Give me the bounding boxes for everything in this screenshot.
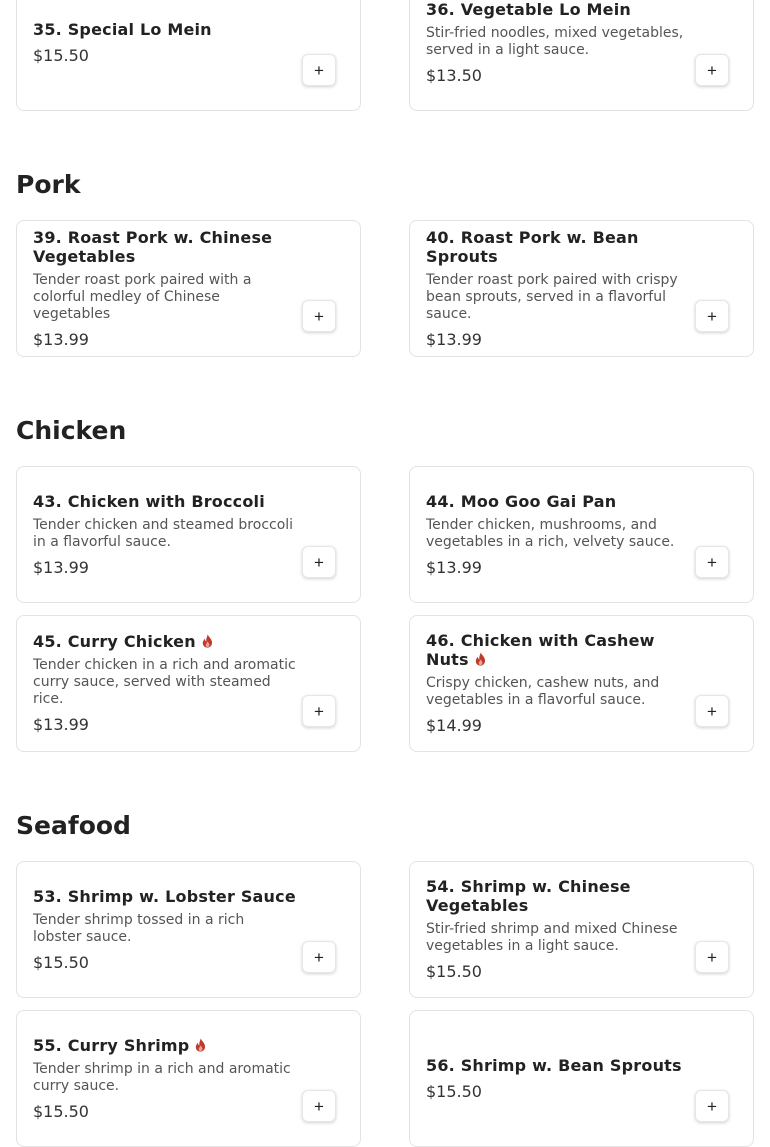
flame-icon bbox=[475, 652, 486, 666]
menu-item-description: Tender roast pork paired with a colorful medley of Chinese vegetables bbox=[33, 271, 252, 322]
menu-item-title: 54. Shrimp w. Chinese Vegetables bbox=[426, 877, 631, 915]
menu-item-description: Stir-fried noodles, mixed vegetables, served in a light sauce. bbox=[426, 24, 684, 58]
add-to-cart-button[interactable]: + bbox=[302, 546, 336, 578]
add-to-cart-button[interactable]: + bbox=[302, 54, 336, 86]
menu-item-title bbox=[33, 632, 296, 651]
menu-item-price: $13.50 bbox=[426, 65, 482, 85]
add-to-cart-button[interactable]: + bbox=[302, 300, 336, 332]
menu-item-price: $15.50 bbox=[426, 962, 482, 981]
menu-item-card[interactable] bbox=[16, 615, 361, 752]
menu-item-price: $13.99 bbox=[33, 329, 89, 349]
menu-item-title-text: 46. Chicken with Cashew Nuts bbox=[426, 631, 655, 669]
section-heading-pork: Pork bbox=[16, 170, 81, 199]
flame-icon bbox=[202, 634, 213, 648]
add-to-cart-button[interactable]: + bbox=[302, 1090, 336, 1122]
menu-item-card[interactable] bbox=[16, 220, 361, 357]
menu-item-description: Tender roast pork paired with crispy bean sprouts, served in a flavorful sauce. bbox=[426, 271, 678, 322]
menu-item-card[interactable] bbox=[16, 466, 361, 603]
menu-item-price: $15.50 bbox=[33, 952, 89, 972]
menu-item-card[interactable] bbox=[409, 0, 754, 111]
add-to-cart-button[interactable]: + bbox=[695, 54, 729, 86]
add-to-cart-button[interactable]: + bbox=[302, 695, 336, 727]
menu-item-description: Tender chicken, mushrooms, and vegetables in a rich, velvety sauce. bbox=[426, 516, 675, 550]
menu-item-title: 35. Special Lo Mein bbox=[33, 19, 212, 39]
menu-item-price: $14.99 bbox=[426, 716, 482, 735]
menu-item-title: 39. Roast Pork w. Chinese Vegetables bbox=[33, 227, 273, 266]
menu-item-title bbox=[426, 631, 689, 669]
menu-item-description: Tender chicken and steamed broccoli in a flavorful sauce. bbox=[33, 516, 294, 550]
menu-item-card[interactable] bbox=[16, 861, 361, 998]
section-heading-seafood: Seafood bbox=[16, 811, 131, 840]
menu-item-card[interactable] bbox=[409, 1010, 754, 1147]
menu-item-title: 44. Moo Goo Gai Pan bbox=[426, 491, 617, 511]
menu-item-card[interactable] bbox=[409, 220, 754, 357]
menu-item-title: 53. Shrimp w. Lobster Sauce bbox=[33, 886, 296, 906]
menu-item-price: $13.99 bbox=[33, 715, 89, 734]
menu-item-card[interactable] bbox=[16, 0, 361, 111]
menu-item-title: 43. Chicken with Broccoli bbox=[33, 491, 265, 511]
menu-item-price: $13.99 bbox=[426, 557, 482, 577]
menu-item-title: 56. Shrimp w. Bean Sprouts bbox=[426, 1055, 682, 1075]
flame-icon bbox=[195, 1038, 206, 1052]
menu-item-card[interactable] bbox=[409, 466, 754, 603]
menu-item-title-text: 55. Curry Shrimp bbox=[33, 1035, 190, 1055]
menu-item-description: Tender shrimp tossed in a rich lobster sauce. bbox=[33, 911, 245, 945]
add-to-cart-button[interactable]: + bbox=[302, 941, 336, 973]
menu-item-description: Tender shrimp in a rich and aromatic curry sauce. bbox=[33, 1060, 291, 1094]
menu-item-card[interactable] bbox=[409, 615, 754, 752]
menu-item-title: 40. Roast Pork w. Bean Sprouts bbox=[426, 227, 639, 266]
add-to-cart-button[interactable]: + bbox=[695, 546, 729, 578]
add-to-cart-button[interactable]: + bbox=[695, 1090, 729, 1122]
menu-item-description: Crispy chicken, cashew nuts, and vegetables in a flavorful sauce. bbox=[426, 675, 660, 708]
menu-item-price: $15.50 bbox=[33, 45, 89, 65]
menu-item-card[interactable] bbox=[16, 1010, 361, 1147]
menu-item-card[interactable] bbox=[409, 861, 754, 998]
menu-item-description: Tender chicken in a rich and aromatic curry sauce, served with steamed rice. bbox=[33, 657, 296, 707]
menu-item-price: $15.50 bbox=[33, 1101, 89, 1121]
menu-item-price: $13.99 bbox=[426, 329, 482, 349]
menu-item-title bbox=[33, 1036, 296, 1055]
add-to-cart-button[interactable]: + bbox=[695, 941, 729, 973]
menu-item-price: $13.99 bbox=[33, 557, 89, 577]
menu-item-description: Stir-fried shrimp and mixed Chinese vegetables in a light sauce. bbox=[426, 921, 678, 954]
menu-item-title-text: 45. Curry Chicken bbox=[33, 632, 196, 651]
section-heading-chicken: Chicken bbox=[16, 416, 127, 445]
menu-item-title: 36. Vegetable Lo Mein bbox=[426, 0, 631, 19]
add-to-cart-button[interactable]: + bbox=[695, 300, 729, 332]
add-to-cart-button[interactable]: + bbox=[695, 695, 729, 727]
menu-item-price: $15.50 bbox=[426, 1081, 482, 1101]
